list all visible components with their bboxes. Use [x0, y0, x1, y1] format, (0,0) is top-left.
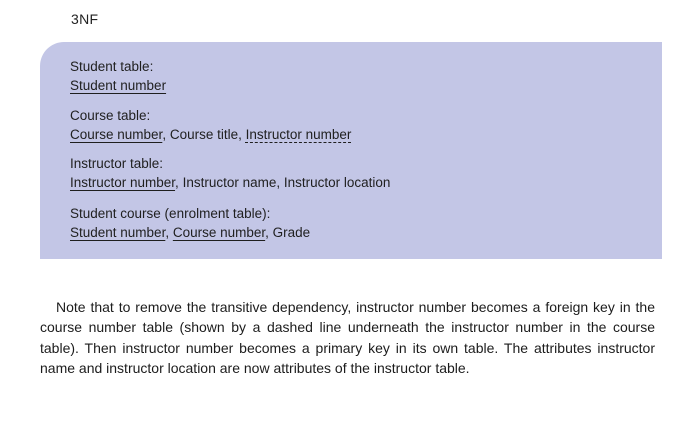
section-heading: 3NF: [71, 11, 99, 27]
course-table-title: Course table:: [70, 108, 151, 123]
course-number-key-part: Course number: [172, 225, 266, 240]
student-table-title: Student table:: [70, 59, 154, 74]
course-number-primary-key: Course number: [70, 127, 163, 142]
student-number-primary-key: Student number: [70, 78, 167, 93]
separator: ,: [165, 225, 173, 240]
separator: ,: [265, 225, 273, 240]
separator: ,: [175, 175, 183, 190]
student-number-key-part: Student number: [70, 225, 166, 240]
separator: ,: [162, 127, 170, 142]
grade-attribute: Grade: [272, 225, 311, 240]
separator: ,: [238, 127, 246, 142]
enrolment-table-block: [70, 204, 310, 242]
instructor-name-attribute: Instructor name: [182, 175, 277, 190]
explanation-paragraph: Note that to remove the transitive dependency, instructor number becomes a foreign key in the course number table (shown by a dashed line underneath the instructor number in the course table). Then instructor number becomes a primary key in its own table. The attributes instructor name and instructor location are now attributes of the instructor table.: [40, 299, 655, 376]
student-table-attributes: [70, 76, 166, 95]
instructor-location-attribute: Instructor location: [283, 175, 391, 190]
course-title-attribute: Course title: [169, 127, 239, 142]
instructor-number-foreign-key: Instructor number: [245, 127, 352, 142]
enrolment-table-attributes: [70, 223, 310, 242]
course-table-attributes: [70, 125, 351, 144]
schema-panel: [40, 42, 662, 259]
course-table-block: [70, 106, 351, 144]
instructor-table-title: Instructor table:: [70, 156, 164, 171]
enrolment-table-title: Student course (enrolment table):: [70, 206, 271, 221]
instructor-table-block: [70, 154, 390, 192]
instructor-number-primary-key: Instructor number: [70, 175, 176, 190]
separator: ,: [276, 175, 284, 190]
instructor-table-attributes: [70, 173, 390, 192]
student-table-block: [70, 57, 166, 95]
